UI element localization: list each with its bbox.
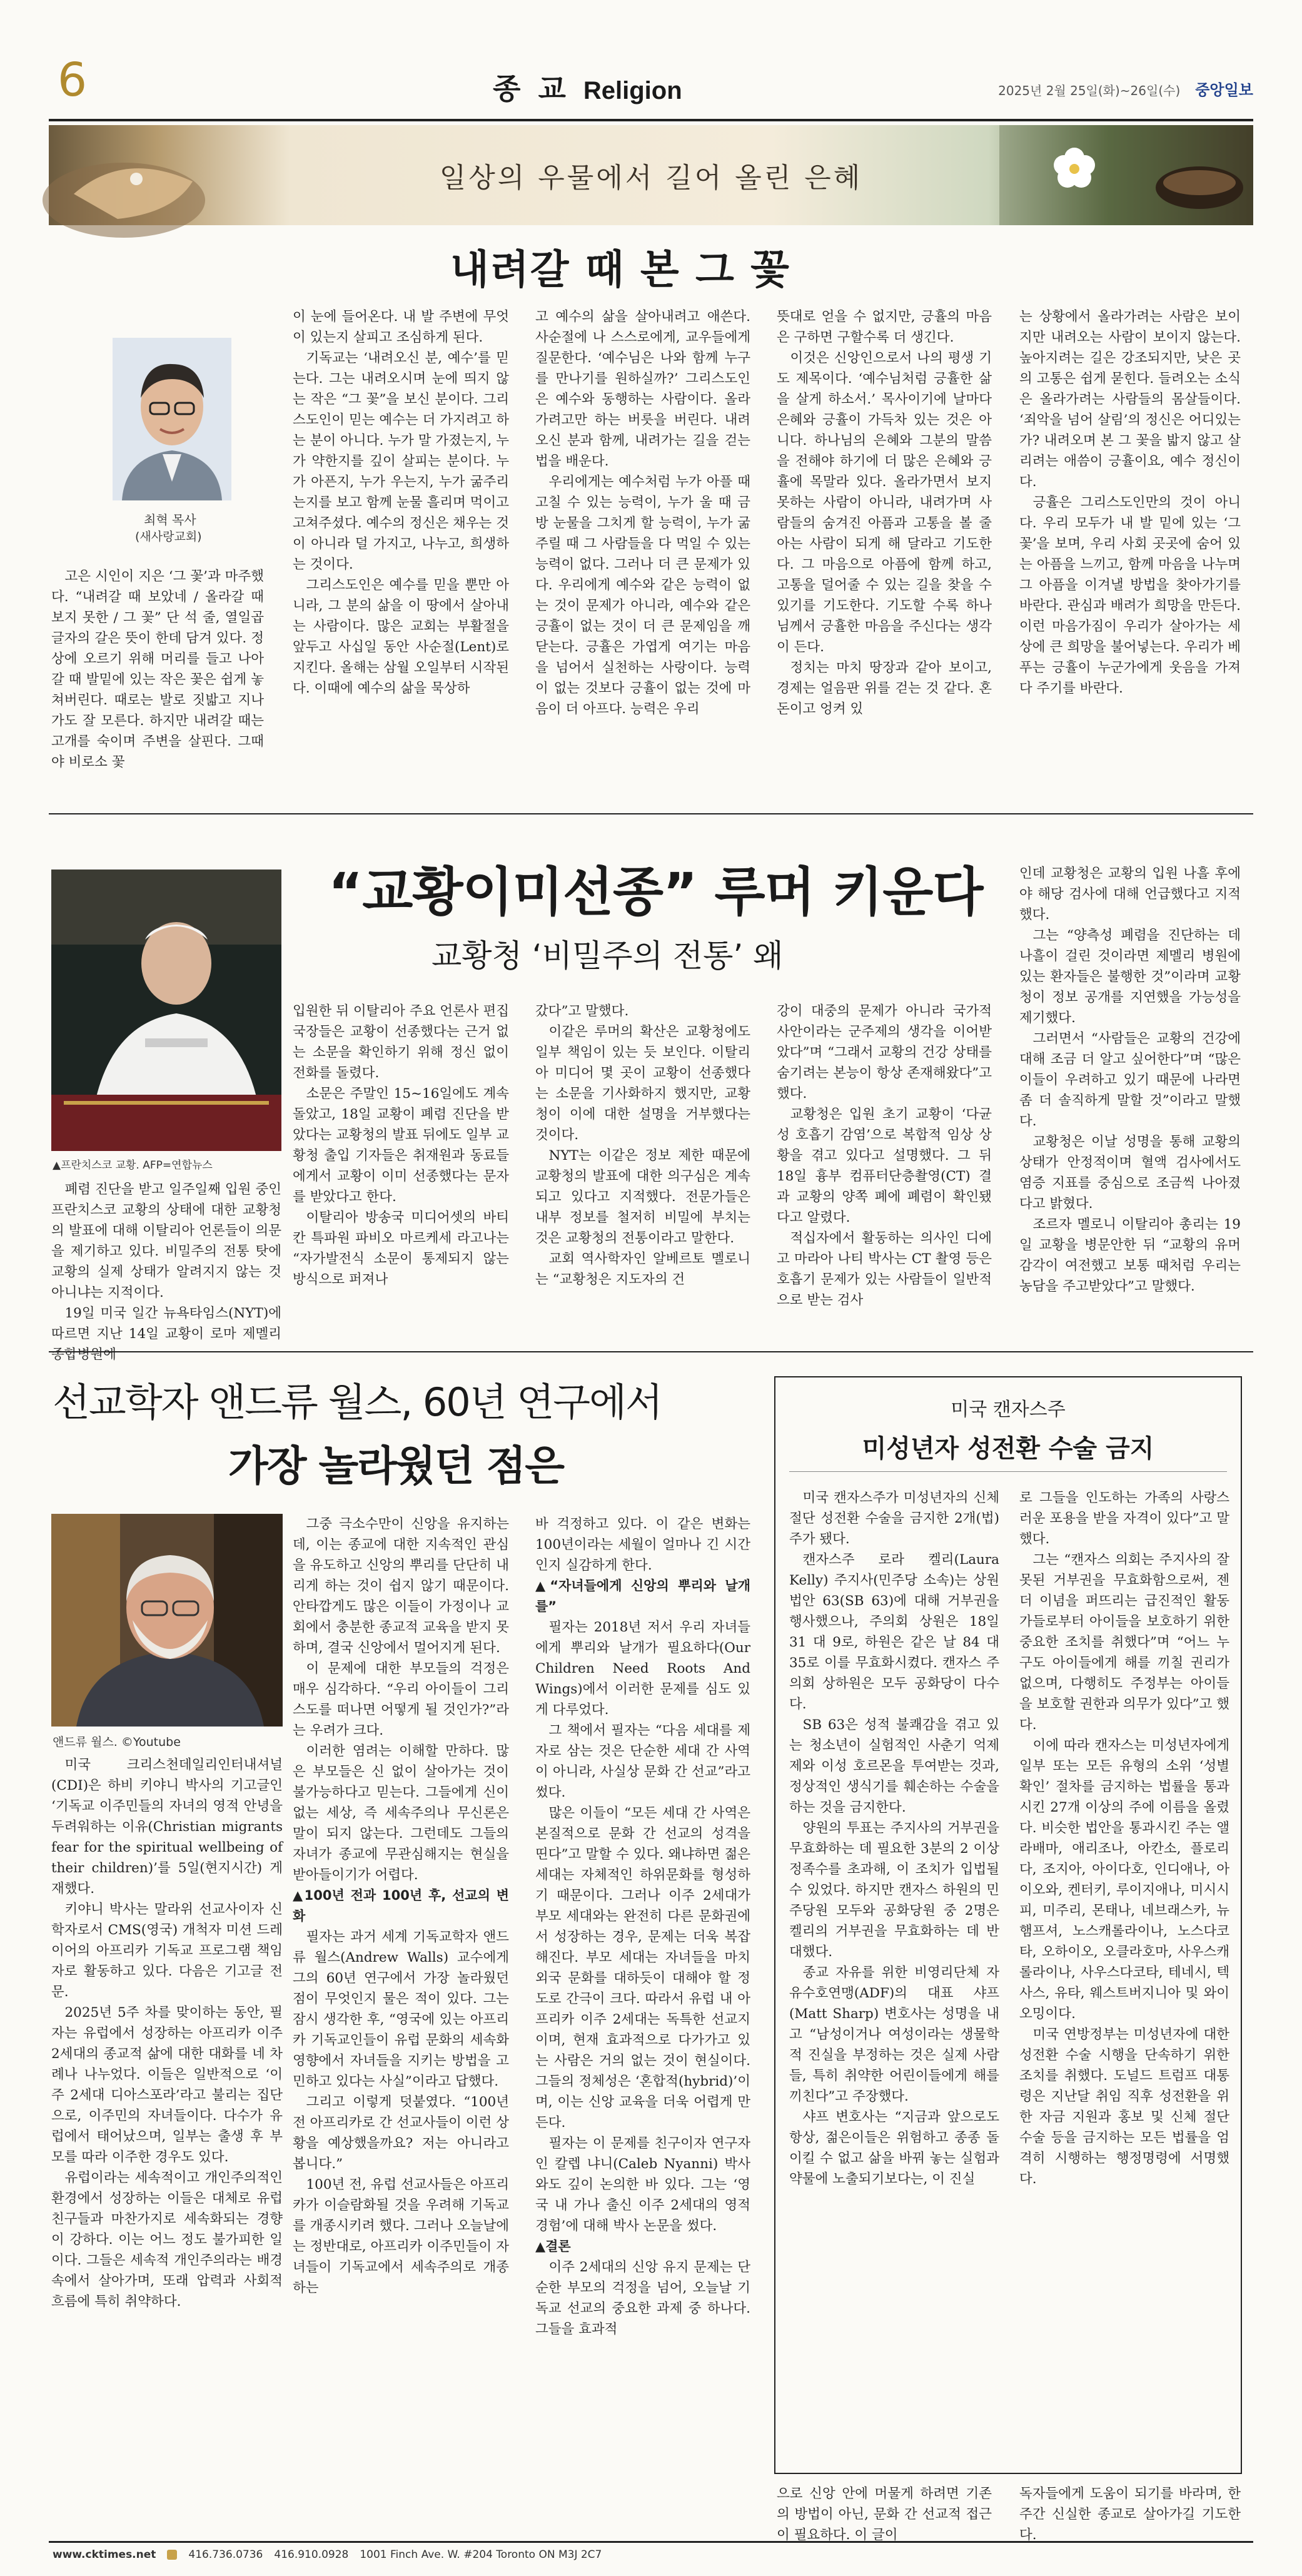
article3-col-5-tail: 독자들에게 도움이 되기를 바라며, 한 주간 신실한 종교로 살아가길 기도한다. bbox=[1019, 2486, 1241, 2543]
article4-kicker: 미국 캔자스주 bbox=[951, 1399, 1066, 1421]
article1-bottom-rule bbox=[49, 813, 1253, 814]
andrew-walls-caption: 앤드류 월스. ©Youtube bbox=[53, 1735, 181, 1749]
footer-address: 1001 Finch Ave. W. #204 Toronto ON M3J 2C7 bbox=[360, 2548, 602, 2561]
article1-col-5: 는 상황에서 올라가려는 사람은 보이지만 내려오는 사람이 보이지 않는다. 높아지려는 길은 강조되지만, 낮은 곳의 고통은 쉽게 묻힌다. 들려오는 소식은 올라가려는 사람들의 몸살들이다. ‘죄악을 넘어 살림’의 정신은 어디있는가? 내려오며 본 그 꽃을 밟지 않고 살리려는 애씀이 긍휼이요, 예수 정신이다. 긍휼은 그리스도인만의 것이 아니다. 우리 모두가 내 발 밑에 있는 ‘그 꽃’을 보며, 우리 사회 곳곳에 숨어 있는 아픔을 느끼고, 함께 마음을 나누며 그 아픔을 이겨낼 방법을 찾아가기를 바란다. 관심과 배려가 희망을 만든다. 이런 마음가짐이 우리가 살아가는 세상에 큰 희망을 불어넣는다. 우리가 베푸는 긍휼이 누군가에게 웃음을 가져다 주기를 바란다. bbox=[1019, 309, 1241, 696]
phone-icon bbox=[167, 2550, 177, 2560]
author-name: 최혁 목사 bbox=[144, 512, 196, 527]
article3-title-line1: 선교학자 앤드류 월스, 60년 연구에서 bbox=[53, 1379, 662, 1425]
article1-col-1: 고은 시인이 지은 ‘그 꽃’과 마주했다. “내려갈 때 보았네 / 올라갈 때 보지 못한 / 그 꽃” 단 석 줄, 열일곱 글자의 갈은 뜻이 한데 담겨 있다. 정상에 오르기 위해 머리를 들고 나아갈 때 발밑에 있는 작은 꽃은 쉽게 놓쳐버린다. 때로는 발로 짓밟고 지나가도 잘 모른다. 하지만 내려갈 때는 고개를 숙이며 주변을 살핀다. 그때야 비로소 꽃 bbox=[51, 569, 264, 770]
page-number: 6 bbox=[58, 53, 88, 107]
article2-bottom-rule bbox=[49, 1351, 1253, 1352]
section-title-en: Religion bbox=[583, 77, 682, 104]
author-org: (새사랑교회) bbox=[135, 530, 202, 544]
author-portrait bbox=[113, 338, 231, 500]
article2-title: “교황이미선종” 루머 키운다 bbox=[328, 861, 983, 923]
header-rule bbox=[49, 119, 1253, 121]
article4-title: 미성년자 성전환 수술 금지 bbox=[862, 1434, 1154, 1463]
article2-col-3: 갔다”고 말했다. 이같은 루머의 확산은 교황청에도 일부 책임이 있는 듯 보인다. 이탈리아 미디어 몇 곳이 교황이 선종했다는 소문을 기사화하지 했지만, 교황청이 이에 대한 설명을 거부했다는 것이다. NYT는 이같은 정보 제한 때문에 교황청의 발표에 대한 의구심은 계속되고 있다고 지적했다. 전문가들은 내부 정보를 철저히 비밀에 부치는 것은 교황청의 전통이라고 말한다. 교회 역사학자인 알베르토 멜로니는 “교황청은 지도자의 건 bbox=[535, 1003, 750, 1287]
footer-phone-2: 416.910.0928 bbox=[274, 2548, 349, 2561]
article3-col-3: 바 걱정하고 있다. 이 같은 변화는 100년이라는 세월이 얼마나 긴 시간인지 실감하게 한다. ▲“자녀들에게 신앙의 뿌리와 날개를” 필자는 2018년 저서 우리 자녀들에게 뿌리와 날개가 필요하다(Our Children Need Roots And Wings)에서 이러한 문제를 심도 있게 다루었다. 그 책에서 필자는 “다음 세대를 제자로 삼는 것은 단순한 세대 간 사역이 아니라, 사실상 문화 간 선교”라고 썼다. 많은 이들이 “모든 세대 간 사역은 본질적으로 문화 간 선교의 성격을 띤다”고 말할 수 있다. 왜냐하면 젊은 세대는 자체적인 하위문화를 형성하기 때문이다. 그러나 이주 2세대가 부모 세대와는 완전히 다른 문화권에서 성장하는 경우, 문제는 더욱 복잡해진다. 부모 세대는 자녀들을 마치 외국 문화를 대하듯이 대해야 할 정도로 간극이 크다. 따라서 유럽 내 아프리카 이주 2세대는 독특한 선교지이며, 현재 효과적으로 다가가고 있는 사람은 거의 없는 것이 현실이다. 그들의 정체성은 ‘혼합적(hybrid)’이며, 이는 신앙 교육을 더욱 어렵게 만든다. 필자는 이 문제를 친구이자 연구자인 칼렙 냐니(Caleb Nyanni) 박사와도 깊이 논의한 바 있다. 그는 ‘영국 내 가나 출신 이주 2세대의 영적 경험’에 대해 박사 논문을 썼다. ▲결론 이주 2세대의 신앙 유지 문제는 단순한 부모의 걱정을 넘어, 오늘날 기독교 선교의 중요한 과제 중 하나다. 그들을 효과적 bbox=[535, 1516, 750, 2337]
pope-photo-caption: ▲프란치스코 교황. AFP=연합뉴스 bbox=[53, 1159, 213, 1172]
article4-col-2: 로 그들을 인도하는 가족의 사랑스러운 포용을 받을 자격이 있다”고 말했다. 그는 “캔자스 의회는 주지사의 잘못된 거부권을 무효화함으로써, 젠더 이념을 퍼뜨리는 급진적인 활동가들로부터 아이들을 보호하기 위한 중요한 조치를 취했다”며 “어느 누구도 아이들에게 해를 끼칠 권리가 없으며, 다행히도 주정부는 아이들을 보호할 권한과 의무가 있다”고 했다. 이에 따라 캔자스는 미성년자에게 일부 또는 모든 유형의 소위 ‘성별 확인’ 절차를 금지하는 법률을 통과시킨 27개 이상의 주에 이름을 올렸다. 비슷한 법안을 통과시킨 주는 앨라배마, 애리조나, 아칸소, 플로리다, 조지아, 아이다호, 인디애나, 아이오와, 켄터키, 루이지애나, 미시시피, 미주리, 몬태나, 네브래스카, 뉴햄프셔, 노스캐롤라이나, 노스다코타, 오하이오, 오클라호마, 사우스캐롤라이나, 사우스다코타, 테네시, 텍사스, 유타, 웨스트버지니아 및 와이오밍이다. 미국 연방정부는 미성년자에 대한 성전환 수술 시행을 단속하기 위한 조치를 취했다. 도널드 트럼프 대통령은 지난달 취임 직후 성전환을 위한 자금 지원과 홍보 및 신체 절단 수술 등을 금지하는 모든 법률을 엄격히 시행하는 행정명령에 서명했다. bbox=[1019, 1490, 1229, 2187]
banner bbox=[49, 125, 1253, 225]
page-header bbox=[49, 53, 1253, 114]
article1-col-2: 이 눈에 들어온다. 내 발 주변에 무엇이 있는지 살피고 조심하게 된다. 기독교는 ‘내려오신 분, 예수’를 믿는다. 그는 내려오시며 눈에 띄지 않는 작은 “그 꽃”을 보신 분이다. 그리스도인이 믿는 예수는 더 가지려고 하는 분이 아니다. 누가 말 가졌는지, 누가 약한지를 깊이 살피는 분이다. 누가 아픈지, 누가 우는지, 누가 굶주리는지를 보고 함께 눈물 흘리며 먹이고 고쳐주셨다. 예수의 정신은 채우는 것이 아니라 덜 가지고, 나누고, 희생하는 것이다. 그리스도인은 예수를 믿을 뿐만 아니라, 그 분의 삶을 이 땅에서 살아내는 사람이다. 많은 교회는 부활절을 앞두고 사십일 동안 사순절(Lent)로 지킨다. 올해는 삼월 오일부터 시작된다. 이때에 예수의 삶을 묵상하 bbox=[293, 309, 509, 696]
banner-motto: 일상의 우물에서 길어 올린 은혜 bbox=[439, 162, 863, 194]
article2-subtitle: 교황청 ‘비밀주의 전통’ 왜 bbox=[431, 938, 784, 974]
article3-col-1: 미국 크리스천데일리인터내셔널(CDI)은 하비 키야니 박사의 기고글인 ‘기독교 이주민들의 자녀의 영적 안녕을 두려워하는 이유(Christian migrants fear for the spiritual wellbeing of their children)’를 5일(현지시간) 게재했다. 키야니 박사는 말라위 선교사이자 신학자로서 CMS(영국) 개척자 미션 드레이어의 아프리카 기독교 프로그램 책임자로 활동하고 있다. 다음은 기고글 전문. 2025년 5주 차를 맞이하는 동안, 필자는 유럽에서 성장하는 아프리카 이주 2세대의 종교적 삶에 대한 대화를 네 차례나 나누었다. 이들은 일반적으로 ‘이주 2세대 디아스포라’라고 불리는 집단으로, 이주민의 자녀들이다. 다수가 유럽에서 태어났으며, 일부는 출생 후 부모를 따라 이주한 경우도 있다. 유럽이라는 세속적이고 개인주의적인 환경에서 성장하는 이들은 대체로 유럽 친구들과 마찬가지로 세속화되는 경향이 강하다. 이는 어느 정도 불가피한 일이다. 그들은 세속적 개인주의라는 배경 속에서 살아가며, 또래 압력과 사회적 흐름에 특히 취약하다. bbox=[51, 1757, 283, 2310]
masthead-logo: 중앙일보 bbox=[1195, 81, 1253, 99]
footer bbox=[53, 2548, 602, 2561]
article2-col-5: 인데 교황청은 교황의 입원 나흘 후에야 해당 검사에 대해 언급했다고 지적했다. 그는 “양측성 폐렴을 진단하는 데 나흘이 걸린 것이라면 제멜리 병원에 있는 환자들은 불행한 것”이라며 교황청이 정보 공개를 지연했을 가능성을 제기했다. 그러면서 “사람들은 교황의 건강에 대해 조금 더 알고 싶어한다”며 “많은 이들이 우려하고 있기 때문에 나라면 좀 더 솔직하게 말할 것”이라고 말했다. 교황청은 이날 성명을 통해 교황의 상태가 안정적이며 혈액 검사에서도 염증 지표를 중심으로 조금씩 나아졌다고 밝혔다. 조르자 멜로니 이탈리아 총리는 19일 교황을 병문안한 뒤 “교황의 유머 감각이 여전했고 보통 때처럼 우리는 농담을 주고받았다”고 말했다. bbox=[1019, 866, 1241, 1294]
issue-date: 2025년 2월 25일(화)~26일(수) bbox=[998, 83, 1181, 98]
article1-col-4: 뜻대로 얻을 수 없지만, 긍휼의 마음은 구하면 구할수록 더 생긴다. 이것은 신앙인으로서 나의 평생 기도 제목이다. ‘예수님처럼 긍휼한 삶을 살게 하소서.’ 목사이기에 날마다 은혜와 긍휼이 가득차 있는 것은 아니다. 하나님의 은혜와 그분의 말씀을 전해야 하기에 더 많은 은혜와 긍휼에 목말라 있다. 올라가면서 보지 못하는 사람이 아니라, 내려가며 사람들의 숨겨진 아픔과 고통을 볼 줄 아는 사람이 되게 해 달라고 기도한다. 그 마음으로 아픔에 함께 하고, 고통을 덜어줄 수 있는 길을 찾을 수 있기를 기도한다. 기도할 수록 하나님께서 긍휼한 마음을 주신다는 생각이 든다. 정치는 마치 땅장과 같아 보이고, 경제는 얼음판 위를 걷는 것 같다. 혼돈이고 엉켜 있 bbox=[777, 309, 992, 717]
article3-col-2: 그중 극소수만이 신앙을 유지하는데, 이는 종교에 대한 지속적인 관심을 유도하고 신앙의 뿌리를 단단히 내리게 하는 것이 쉽지 않기 때문이다. 안타깝게도 많은 이들이 가정이나 교회에서 충분한 종교적 교육을 받지 못하며, 결국 신앙에서 멀어지게 된다. 이 문제에 대한 부모들의 걱정은 매우 심각하다. “우리 아이들이 그리스도를 떠나면 어떻게 될 것인가?”라는 우려가 크다. 이러한 염려는 이해할 만하다. 많은 부모들은 신 없이 살아가는 것이 불가능하다고 믿는다. 그들에게 신이 없는 세상, 즉 세속주의나 무신론은 말이 되지 않는다. 그런데도 그들의 자녀가 종교에 무관심해지는 현실을 받아들이기가 어렵다. ▲100년 전과 100년 후, 선교의 변화 필자는 과거 세계 기독교학자 앤드류 월스(Andrew Walls) 교수에게 그의 60년 연구에서 가장 놀라웠던 점이 무엇인지 물은 적이 있다. 그는 잠시 생각한 후, “영국에 있는 아프리카 기독교인들이 유럽 문화의 세속화 영향에서 자녀들을 지키는 방법을 고민하고 있다는 사실”이라고 답했다. 그리고 이렇게 덧붙였다. “100년 전 아프리카로 간 선교사들이 이런 상황을 예상했을까요? 저는 아니라고 봅니다.” 100년 전, 유럽 선교사들은 아프리카가 이슬람화될 것을 우려해 기독교를 개종시키려 했다. 그러나 오늘날에는 정반대로, 아프리카 이주민들이 자녀들이 기독교에서 세속주의로 개종하는 bbox=[293, 1516, 509, 2296]
footer-rule bbox=[49, 2541, 1253, 2543]
article2-col-4: 강이 대중의 문제가 아니라 국가적 사안이라는 군주제의 생각을 이어받았다”며 “그래서 교황의 건강 상태를 숨기려는 본능이 항상 존재해왔다”고 했다. 교황청은 입원 초기 교황이 ‘다균성 호흡기 감염’으로 복합적 임상 상황을 겪고 있다고 설명했다. 그 뒤 18일 흉부 컴퓨터단층촬영(CT) 결과 교황의 양쪽 폐에 폐렴이 확인됐다고 알렸다. 적십자에서 활동하는 의사인 디에고 마라아 나티 박사는 CT 촬영 등은 호흡기 문제가 있는 사람들이 일반적으로 받는 검사 bbox=[777, 1003, 992, 1308]
pope-photo bbox=[51, 870, 281, 1151]
article3-col-4-tail: 으로 신앙 안에 머물게 하려면 기존의 방법이 아닌, 문화 간 선교적 접근이 필요하다. 이 글이 bbox=[777, 2486, 992, 2543]
article4-title-rule bbox=[789, 1471, 1227, 1472]
article4-col-1: 미국 캔자스주가 미성년자의 신체 절단 성전환 수술을 금지한 2개(법) 주가 됐다. 캔자스주 로라 켈리(Laura Kelly) 주지사(민주당 소속)는 상원법안 63(SB 63)에 대해 거부권을 행사했으나, 주의회 상원은 18일 31 대 9로, 하원은 같은 날 84 대 35로 이를 무효화시켰다. 캔자스 주의회 상하원은 모두 공화당이 다수다. SB 63은 성적 불쾌감을 겪고 있는 청소년이 실험적인 사춘기 억제제와 이성 호르몬을 투여받는 것과, 정상적인 생식기를 훼손하는 수술을 하는 것을 금지한다. 양원의 투표는 주지사의 거부권을 무효화하는 데 필요한 3분의 2 이상 정족수를 초과해, 이 조치가 입법될 수 있었다. 하지만 캔자스 하원의 민주당원 모두와 공화당원 중 2명은 켈리의 거부권을 무효화하는 데 반대했다. 종교 자유를 위한 비영리단체 자유수호연맹(ADF)의 대표 샤프(Matt Sharp) 변호사는 성명을 내고 “남성이거나 여성이라는 생물학적 진실을 부정하는 것은 실제 사람들, 특히 취약한 어린이들에게 해를 끼친다”고 주장했다. 샤프 변호사는 “지금과 앞으로도 항상, 젊은이들은 위험하고 종종 돌이킬 수 없고 삶을 바꿔 놓는 실험과 약물에 노출되기보다는, 이 진실 bbox=[789, 1490, 999, 2187]
article3-title-line2: 가장 놀라웠던 점은 bbox=[228, 1442, 564, 1490]
andrew-walls-photo bbox=[51, 1514, 283, 1727]
footer-phone-1: 416.736.0736 bbox=[188, 2548, 263, 2561]
article1-title: 내려갈 때 본 그 꽃 bbox=[450, 247, 790, 293]
article2-col-1: 폐렴 진단을 받고 일주일째 입원 중인 프란치스코 교황의 상태에 대한 교황청의 발표에 대해 이탈리아 언론들이 의문을 제기하고 있다. 비밀주의 전통 탓에 교황의 실제 상태가 알려지지 않는 것 아니냐는 지적이다. 19일 미국 일간 뉴욕타임스(NYT)에 따르면 지난 14일 교황이 로마 제멜리 종합병원에 bbox=[51, 1182, 281, 1362]
article2-col-2: 입원한 뒤 이탈리아 주요 언론사 편집국장들은 교황이 선종했다는 근거 없는 소문을 확인하기 위해 정신 없이 전화를 돌렸다. 소문은 주말인 15~16일에도 계속 돌았고, 18일 교황이 폐렴 진단을 받았다는 교황청의 발표 뒤에도 일부 교황청 출입 기자들은 취재원과 동료들에게서 교황이 이미 선종했다는 문자를 받았다고 한다. 이탈리아 방송국 미디어셋의 바티칸 특파원 파비오 마르케세 라고나는 “자가발전식 소문이 통제되지 않는 방식으로 퍼져나 bbox=[293, 1003, 509, 1287]
footer-website[interactable]: www.cktimes.net bbox=[53, 2548, 156, 2561]
section-title: 종 교 bbox=[493, 72, 570, 106]
article1-col-3: 고 예수의 삶을 살아내려고 애쓴다. 사순절에 나 스스로에게, 교우들에게 질문한다. ‘예수님은 나와 함께 누구를 만나기를 원하실까?’ 그리스도인은 예수와 동행하는 사람이다. 올라가려고만 하는 버릇을 버린다. 내려오신 분과 함께, 내려가는 길을 걷는 법을 배운다. 우리에게는 예수처럼 누가 아플 때 고칠 수 있는 능력이, 누가 울 때 금방 눈물을 그치게 할 능력이, 누가 굶주릴 때 그 사람들을 다 먹일 수 있는 능력이 없다. 그러나 더 큰 문제가 있다. 우리에게 예수와 같은 능력이 없는 것이 문제가 아니라, 예수와 같은 긍휼이 없는 것이 더 큰 문제임을 깨닫는다. 긍휼은 가엽게 여기는 마음을 넘어서 실천하는 사랑이다. 능력이 없는 것보다 긍휼이 없는 것에 마음이 더 아프다. 능력은 우리 bbox=[535, 309, 750, 717]
